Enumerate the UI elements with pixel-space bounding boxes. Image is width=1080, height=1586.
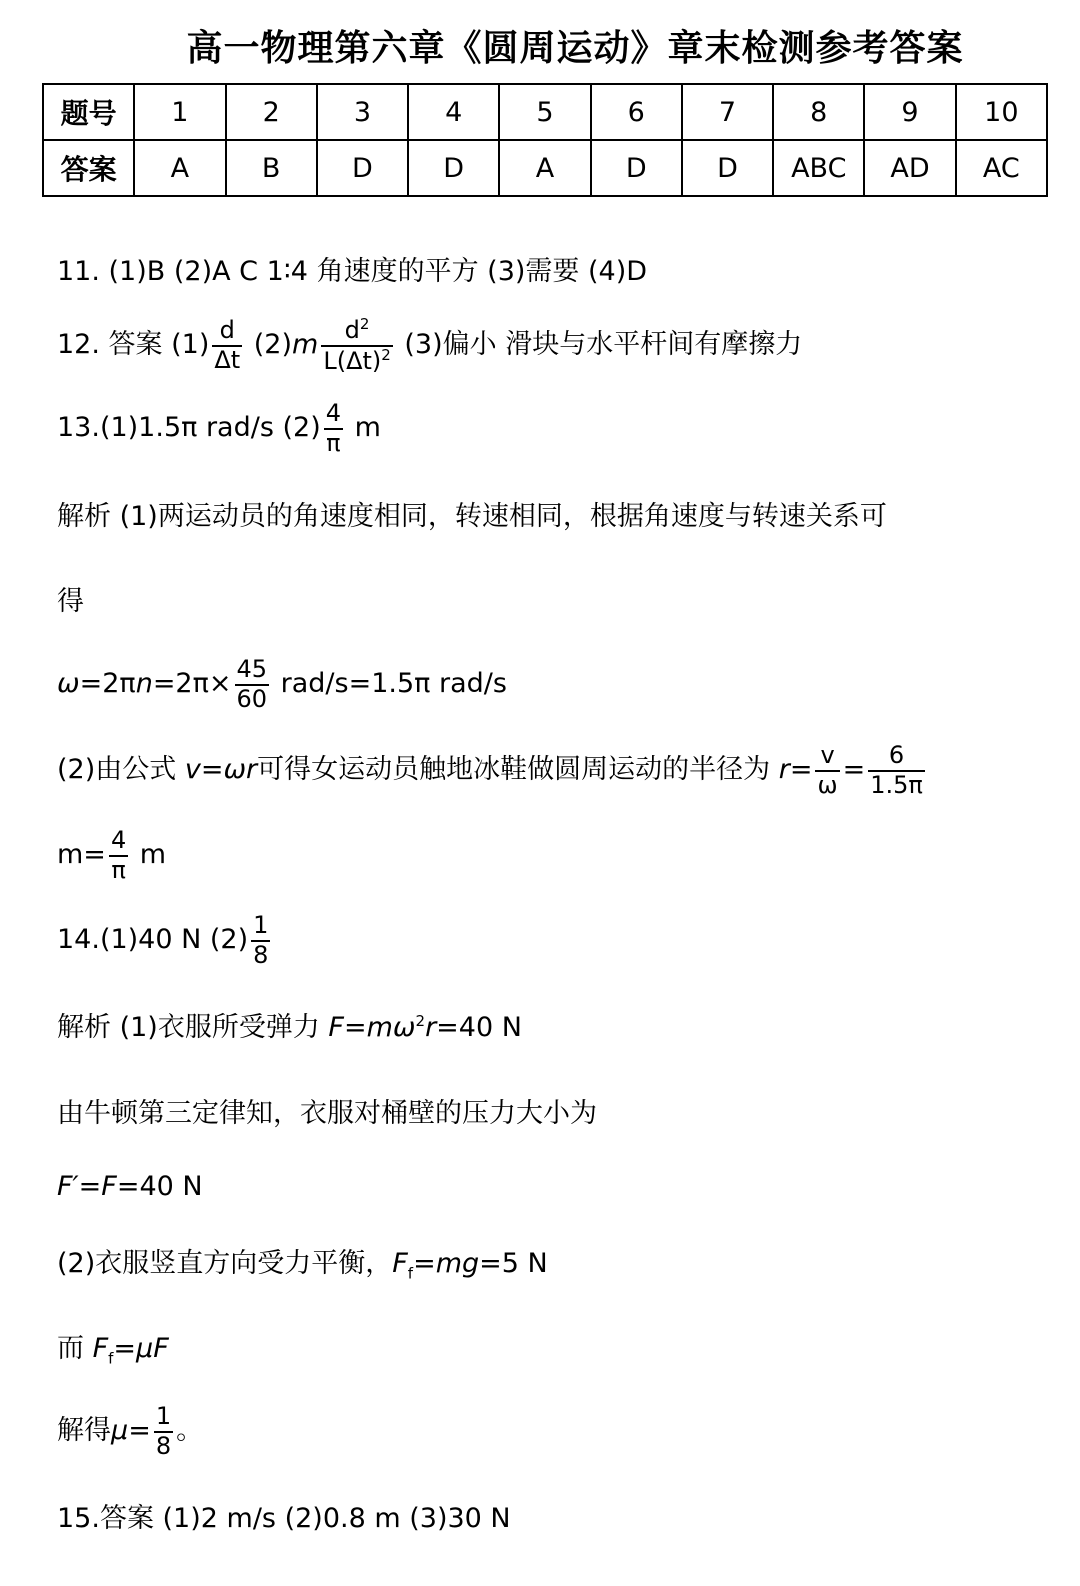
- fraction-numerator: 45: [235, 656, 270, 686]
- var-F: F: [392, 1248, 408, 1279]
- table-cell: D: [591, 140, 682, 196]
- superscript: 2: [359, 315, 370, 333]
- var-omega-r: ωr: [223, 754, 258, 786]
- superscript: 2: [415, 1012, 426, 1030]
- var-mu: μ: [111, 1415, 129, 1447]
- fraction-denominator: ω: [817, 770, 838, 799]
- fraction-numerator: 4: [109, 827, 128, 857]
- table-cell: 1: [134, 84, 225, 140]
- table-cell: 6: [591, 84, 682, 140]
- table-cell: B: [226, 140, 317, 196]
- text: =: [113, 1333, 137, 1364]
- table-row-answers: [43, 140, 1047, 196]
- text: 而: [57, 1333, 93, 1364]
- answer-13: [57, 400, 381, 457]
- fraction: [251, 912, 270, 969]
- fraction-numerator: d: [212, 317, 242, 347]
- text: 可得女运动员触地冰鞋做圆周运动的半径为: [257, 754, 779, 786]
- fraction: [235, 656, 270, 713]
- fraction-denominator: 60: [236, 684, 268, 713]
- fraction: [212, 317, 242, 374]
- table-cell: 3: [317, 84, 408, 140]
- table-cell: 5: [499, 84, 590, 140]
- numerator-text: d: [344, 316, 360, 344]
- analysis-14-line4: [57, 1250, 548, 1281]
- analysis-14-line5: [57, 1335, 169, 1366]
- table-cell: 4: [408, 84, 499, 140]
- table-cell: D: [682, 140, 773, 196]
- analysis-13-line1: 解析 (1)两运动员的角速度相同，转速相同，根据角速度与转速关系可: [57, 501, 887, 532]
- text: =: [789, 754, 813, 786]
- text: m: [131, 839, 167, 871]
- table-cell: D: [408, 140, 499, 196]
- var-m: m: [366, 1012, 393, 1043]
- var-omega: ω: [392, 1012, 416, 1043]
- answer-14-prefix: 14.(1)40 N (2): [57, 924, 249, 956]
- table-cell: D: [317, 140, 408, 196]
- answer-13-prefix: 13.(1)1.5π rad/s (2): [57, 412, 321, 444]
- fraction-denominator: π: [111, 855, 126, 884]
- table-cell: 9: [864, 84, 955, 140]
- text: =40 N: [436, 1012, 522, 1043]
- fraction-denominator: [321, 347, 392, 376]
- answer-12-suffix: (3)偏小 滑块与水平杆间有摩擦力: [395, 329, 803, 361]
- answer-12: [57, 316, 802, 375]
- formula-text: =2π×: [152, 668, 232, 700]
- fraction-denominator: π: [326, 428, 341, 457]
- table-header-answer: 答案: [43, 140, 134, 196]
- analysis-14-line3: [57, 1173, 203, 1200]
- text: =: [128, 1415, 151, 1447]
- answer-14: [57, 912, 273, 969]
- text: (2)衣服竖直方向受力平衡，: [57, 1248, 393, 1279]
- var-omega: ω: [57, 668, 80, 700]
- subscript: f: [407, 1264, 414, 1283]
- table-header-question-no: 题号: [43, 84, 134, 140]
- fraction-numerator: 1: [154, 1403, 173, 1433]
- fraction-denominator: 8: [253, 940, 269, 969]
- var-r: r: [425, 1012, 437, 1043]
- text: =: [343, 1012, 367, 1043]
- fraction-numerator: 4: [324, 400, 343, 430]
- fraction: [324, 400, 343, 457]
- text: (2)由公式: [57, 754, 185, 786]
- text: =40 N: [116, 1171, 203, 1202]
- var-F-prime: F′: [57, 1171, 79, 1202]
- table-cell: 8: [773, 84, 864, 140]
- var-r: r: [778, 754, 790, 786]
- fraction: [868, 742, 925, 799]
- table-row-numbers: [43, 84, 1047, 140]
- fraction-numerator: 6: [868, 742, 925, 772]
- text: m=: [57, 839, 106, 871]
- fraction-numerator: v: [815, 742, 839, 772]
- fraction: [815, 742, 839, 799]
- table-cell: A: [499, 140, 590, 196]
- formula-text: rad/s=1.5π rad/s: [272, 668, 507, 700]
- text: =: [413, 1248, 436, 1279]
- analysis-13-part2: [57, 742, 928, 799]
- fraction-numerator: [321, 316, 392, 347]
- table-cell: 10: [956, 84, 1047, 140]
- fraction-denominator: 1.5π: [870, 770, 923, 799]
- var-F: F: [328, 1012, 344, 1043]
- text: 解析 (1)衣服所受弹力: [57, 1012, 329, 1043]
- table-cell: AD: [864, 140, 955, 196]
- denominator-text: L(Δt): [323, 346, 382, 375]
- fraction: [321, 316, 392, 375]
- text: =: [78, 1171, 102, 1202]
- var-m: m: [292, 329, 319, 361]
- fraction-denominator: Δt: [214, 345, 241, 374]
- analysis-14-line1: [57, 1014, 522, 1041]
- analysis-14-line6: [57, 1403, 203, 1460]
- answer-13-suffix: m: [346, 412, 381, 444]
- var-mg: mg: [435, 1248, 480, 1279]
- answer-table: [42, 83, 1048, 197]
- answer-15: 15.答案 (1)2 m/s (2)0.8 m (3)30 N: [57, 1503, 511, 1534]
- var-F: F: [92, 1333, 109, 1364]
- superscript: 2: [381, 345, 391, 364]
- fraction: [109, 827, 128, 884]
- table-cell: 7: [682, 84, 773, 140]
- answer-12-mid: (2): [245, 329, 293, 361]
- fraction-numerator: 1: [251, 912, 270, 942]
- page-title: 高一物理第六章《圆周运动》章末检测参考答案: [186, 28, 964, 69]
- subscript: f: [108, 1349, 114, 1368]
- text: =5 N: [479, 1248, 548, 1279]
- text: 解得: [57, 1415, 111, 1447]
- analysis-14-line2: 由牛顿第三定律知，衣服对桶壁的压力大小为: [57, 1098, 597, 1129]
- analysis-13-part2-result: [57, 827, 166, 884]
- table-cell: 2: [226, 84, 317, 140]
- table-cell: AC: [956, 140, 1047, 196]
- answer-12-prefix: 12. 答案 (1): [57, 329, 210, 361]
- var-v: v: [184, 754, 201, 786]
- analysis-13-line2: 得: [57, 586, 84, 617]
- table-cell: A: [134, 140, 225, 196]
- var-mu-F: μF: [136, 1333, 169, 1364]
- var-n: n: [135, 668, 153, 700]
- fraction: [154, 1403, 173, 1460]
- var-F: F: [101, 1171, 117, 1202]
- text: =: [200, 754, 224, 786]
- text: =: [842, 754, 866, 786]
- formula-text: =2π: [79, 668, 136, 700]
- answer-11: 11. (1)B (2)A C 1∶4 角速度的平方 (3)需要 (4)D: [57, 256, 648, 287]
- table-cell: ABC: [773, 140, 864, 196]
- analysis-13-formula: [57, 656, 507, 713]
- text: 。: [176, 1415, 204, 1447]
- fraction-denominator: 8: [155, 1431, 172, 1460]
